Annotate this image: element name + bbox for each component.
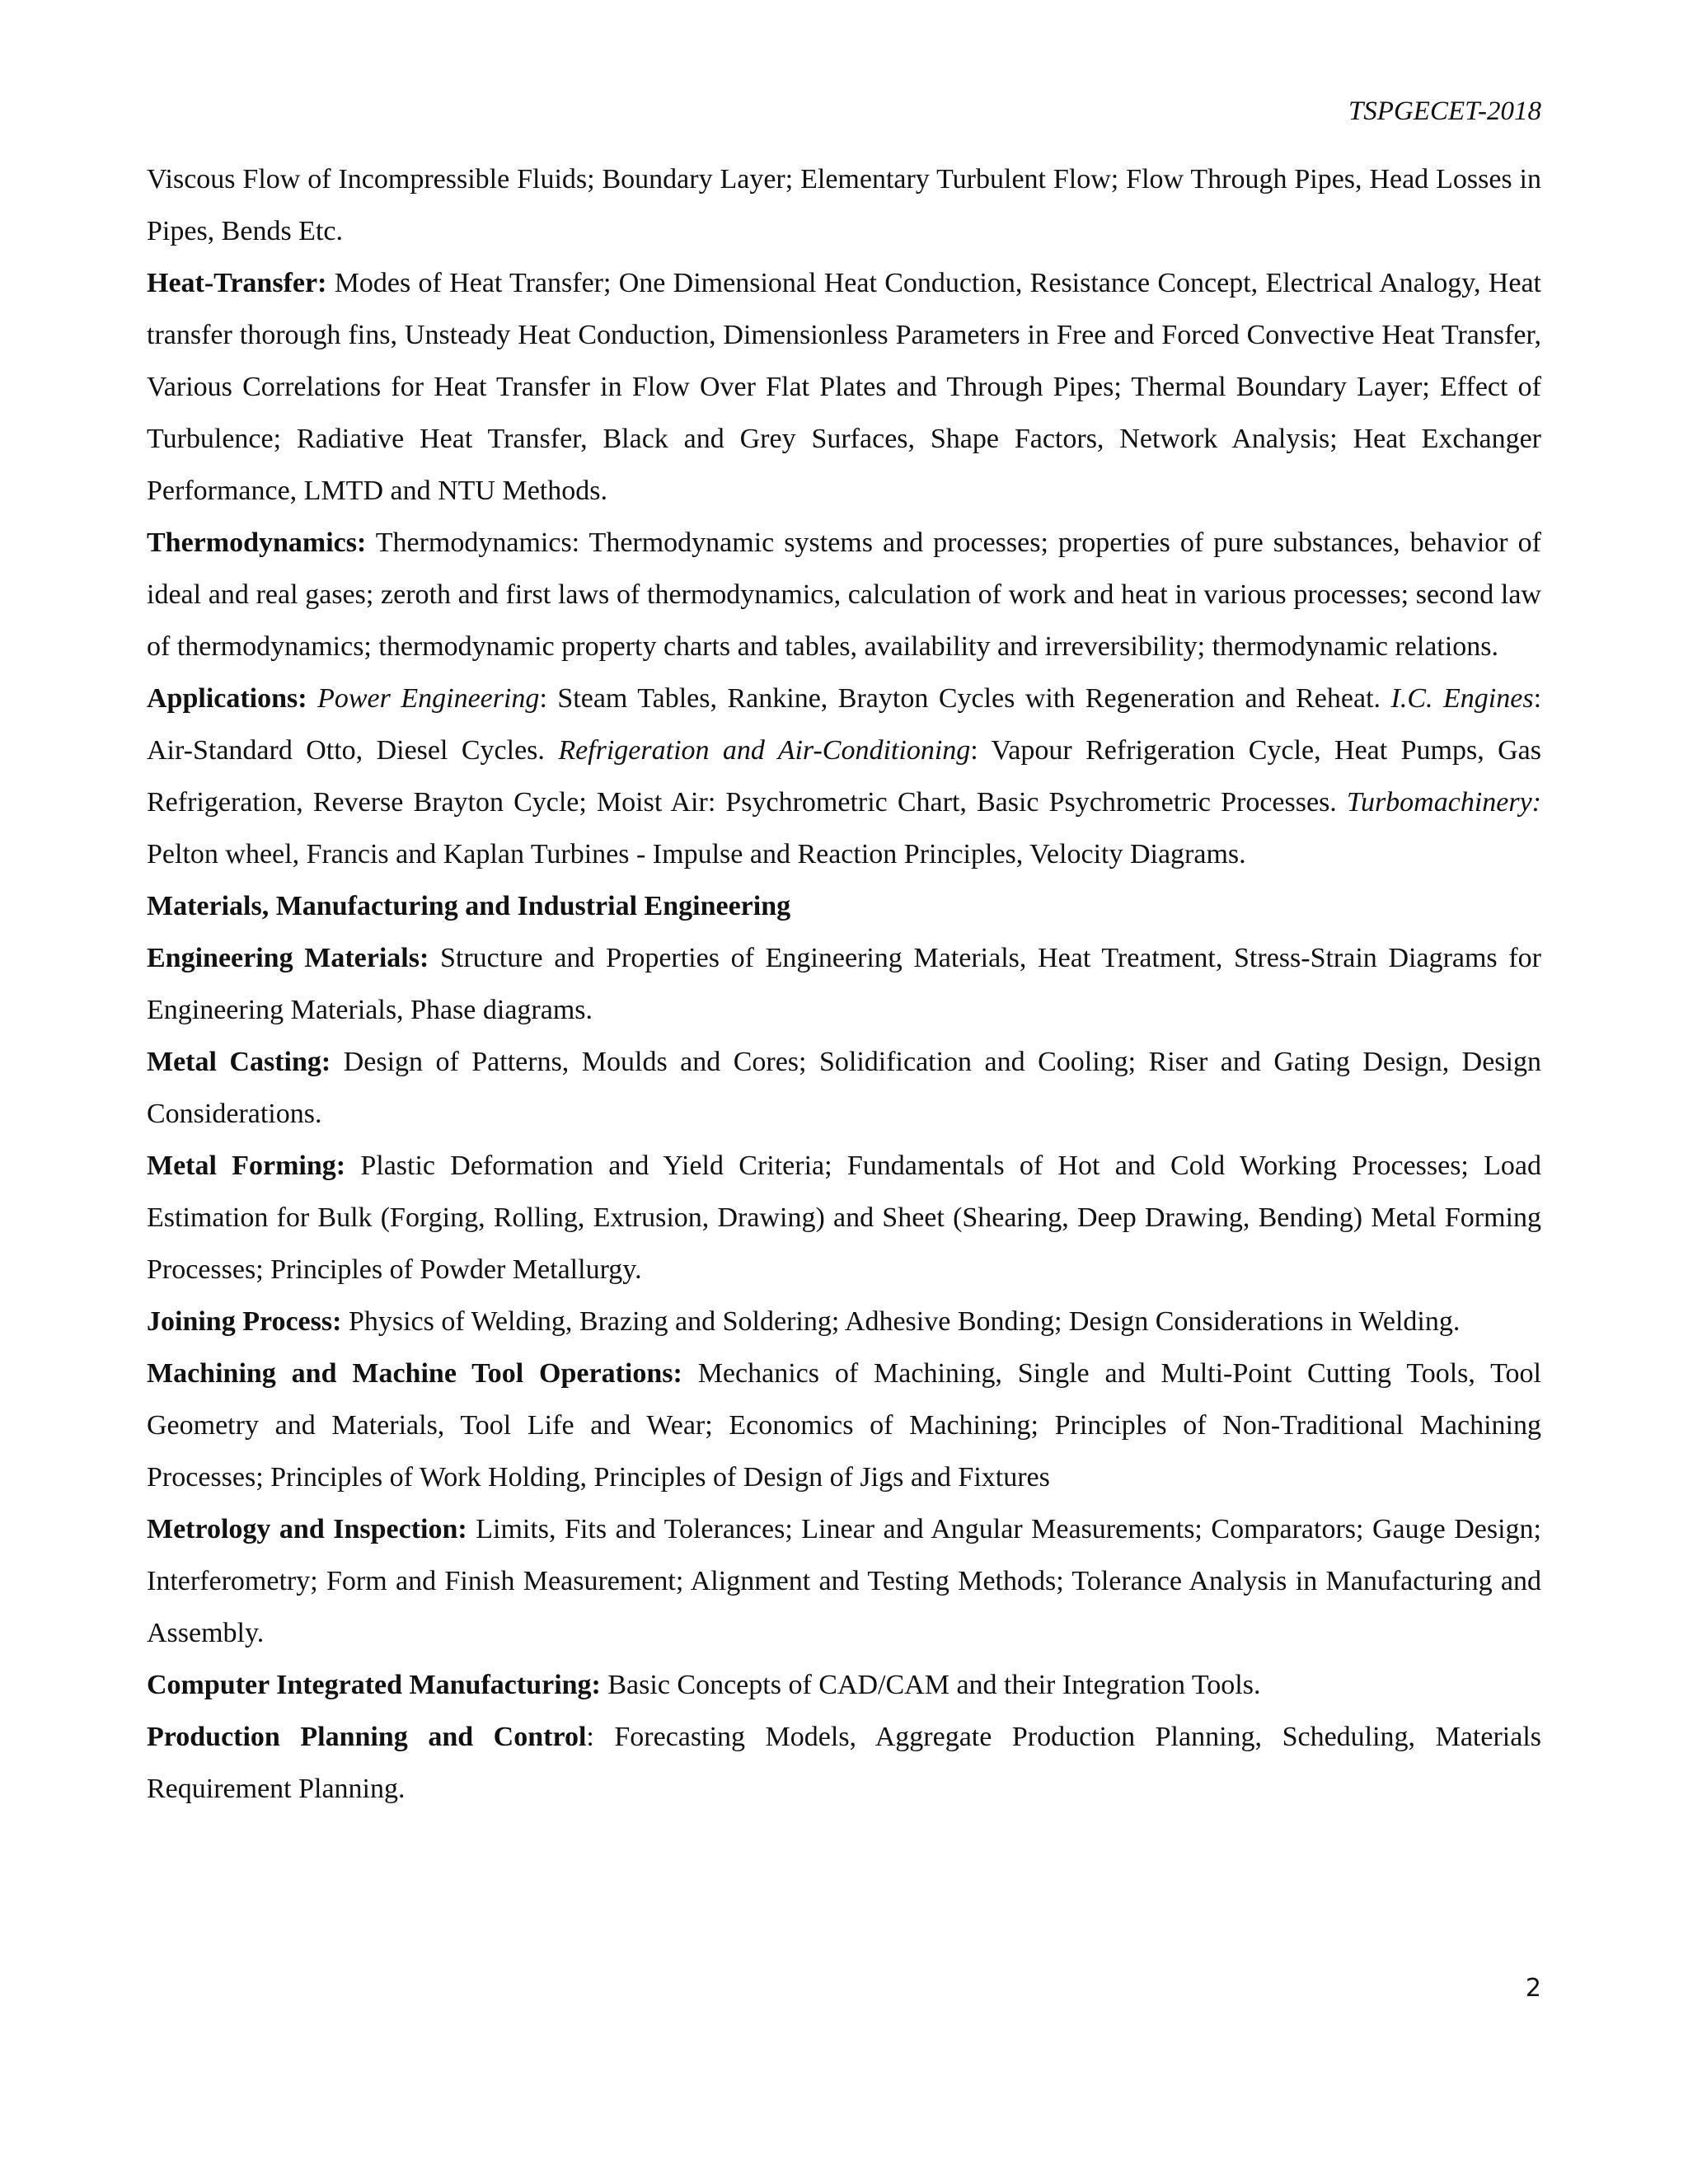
metal-casting-label: Metal Casting: (147, 1047, 331, 1077)
heat-transfer-paragraph (147, 257, 1541, 517)
metal-casting-text: Design of Patterns, Moulds and Cores; Solidification and Cooling; Riser and Gating Design, Design Considerations. (147, 1047, 1541, 1129)
metal-forming-text: Plastic Deformation and Yield Criteria; Fundamentals of Hot and Cold Working Processes; Load Estimation for Bulk (Forging, Rolling, Extrusion, Drawing) and Sheet (Shearing, Deep Drawing, Bending) Metal Forming Processes; Principles of Powder Metallurgy. (147, 1151, 1541, 1285)
power-engineering-text: : Steam Tables, Rankine, Brayton Cycles with Regeneration and Reheat. (539, 683, 1391, 714)
turbomachinery-label: Turbomachinery: (1346, 787, 1541, 818)
metrology-text: Limits, Fits and Tolerances; Linear and Angular Measurements; Comparators; Gauge Design; Interferometry; Form and Finish Measurement; Alignment and Testing Methods; Tolerance Analysis in Manufacturing and Assembly. (147, 1514, 1541, 1648)
cim-text: Basic Concepts of CAD/CAM and their Integration Tools. (600, 1670, 1261, 1700)
metal-casting-paragraph (147, 1036, 1541, 1140)
applications-paragraph (147, 673, 1541, 880)
machining-label: Machining and Machine Tool Operations: (147, 1358, 682, 1389)
syllabus-content (147, 153, 1541, 1815)
thermodynamics-label: Thermodynamics: (147, 527, 367, 558)
ic-engines-label: I.C. Engines (1390, 683, 1534, 714)
engineering-materials-text: Structure and Properties of Engineering Materials, Heat Treatment, Stress-Strain Diagrams for Engineering Materials, Phase diagrams. (147, 943, 1541, 1025)
applications-label: Applications: (147, 683, 307, 714)
production-label: Production Planning and Control (147, 1722, 587, 1752)
fluid-mechanics-continuation (147, 153, 1541, 257)
heat-transfer-text: Modes of Heat Transfer; One Dimensional Heat Conduction, Resistance Concept, Electrical Analogy, Heat transfer thorough fins, Unsteady Heat Conduction, Dimensionless Parameters in Free and Forced Convective Heat Transfer, Various Correlations for Heat Transfer in Flow Over Flat Plates and Through Pipes; Thermal Boundary Layer; Effect of Turbulence; Radiative Heat Transfer, Black and Grey Surfaces, Shape Factors, Network Analysis; Heat Exchanger Performance, LMTD and NTU Methods. (147, 268, 1541, 506)
metrology-paragraph (147, 1503, 1541, 1659)
machining-text: Mechanics of Machining, Single and Multi-Point Cutting Tools, Tool Geometry and Materials, Tool Life and Wear; Economics of Machining; Principles of Non-Traditional Machining Processes; Principles of Work Holding, Principles of Design of Jigs and Fixtures (147, 1358, 1541, 1493)
cim-paragraph (147, 1659, 1541, 1711)
refrigeration-text: : Vapour Refrigeration Cycle, Heat Pumps, Gas Refrigeration, Reverse Brayton Cycle; Moist Air: Psychrometric Chart, Basic Psychrometric Processes. (147, 735, 1541, 818)
refrigeration-label: Refrigeration and Air-Conditioning (558, 735, 971, 766)
ic-engines-text: : Air-Standard Otto, Diesel Cycles. (147, 683, 1542, 766)
metrology-label: Metrology and Inspection: (147, 1514, 467, 1544)
engineering-materials-paragraph (147, 932, 1541, 1036)
thermodynamics-text: Thermodynamics: Thermodynamic systems and processes; properties of pure substances, behavior of ideal and real gases; zeroth and first laws of thermodynamics, calculation of work and heat in various processes; second law of thermodynamics; thermodynamic property charts and tables, availability and irreversibility; thermodynamic relations. (147, 527, 1541, 662)
heat-transfer-label: Heat-Transfer: (147, 268, 327, 298)
fluid-mechanics-text: Viscous Flow of Incompressible Fluids; Boundary Layer; Elementary Turbulent Flow; Flow Through Pipes, Head Losses in Pipes, Bends Etc. (147, 164, 1541, 246)
metal-forming-label: Metal Forming: (147, 1151, 346, 1181)
cim-label: Computer Integrated Manufacturing: (147, 1670, 601, 1700)
engineering-materials-label: Engineering Materials: (147, 943, 429, 973)
turbomachinery-text: Pelton wheel, Francis and Kaplan Turbines - Impulse and Reaction Principles, Velocity Diagrams. (147, 839, 1246, 869)
production-paragraph (147, 1711, 1541, 1815)
section-heading: Materials, Manufacturing and Industrial Engineering (147, 891, 791, 921)
power-engineering-label: Power Engineering (317, 683, 540, 714)
joining-process-paragraph (147, 1296, 1541, 1347)
machining-paragraph (147, 1347, 1541, 1503)
joining-process-text: Physics of Welding, Brazing and Soldering; Adhesive Bonding; Design Considerations in Welding. (341, 1306, 1461, 1337)
joining-process-label: Joining Process: (147, 1306, 342, 1337)
page-number: 2 (1525, 1974, 1541, 2003)
thermodynamics-paragraph (147, 517, 1541, 673)
production-text: : Forecasting Models, Aggregate Production Planning, Scheduling, Materials Requirement Planning. (147, 1722, 1541, 1804)
running-header: TSPGECET-2018 (1348, 96, 1541, 126)
metal-forming-paragraph (147, 1140, 1541, 1296)
